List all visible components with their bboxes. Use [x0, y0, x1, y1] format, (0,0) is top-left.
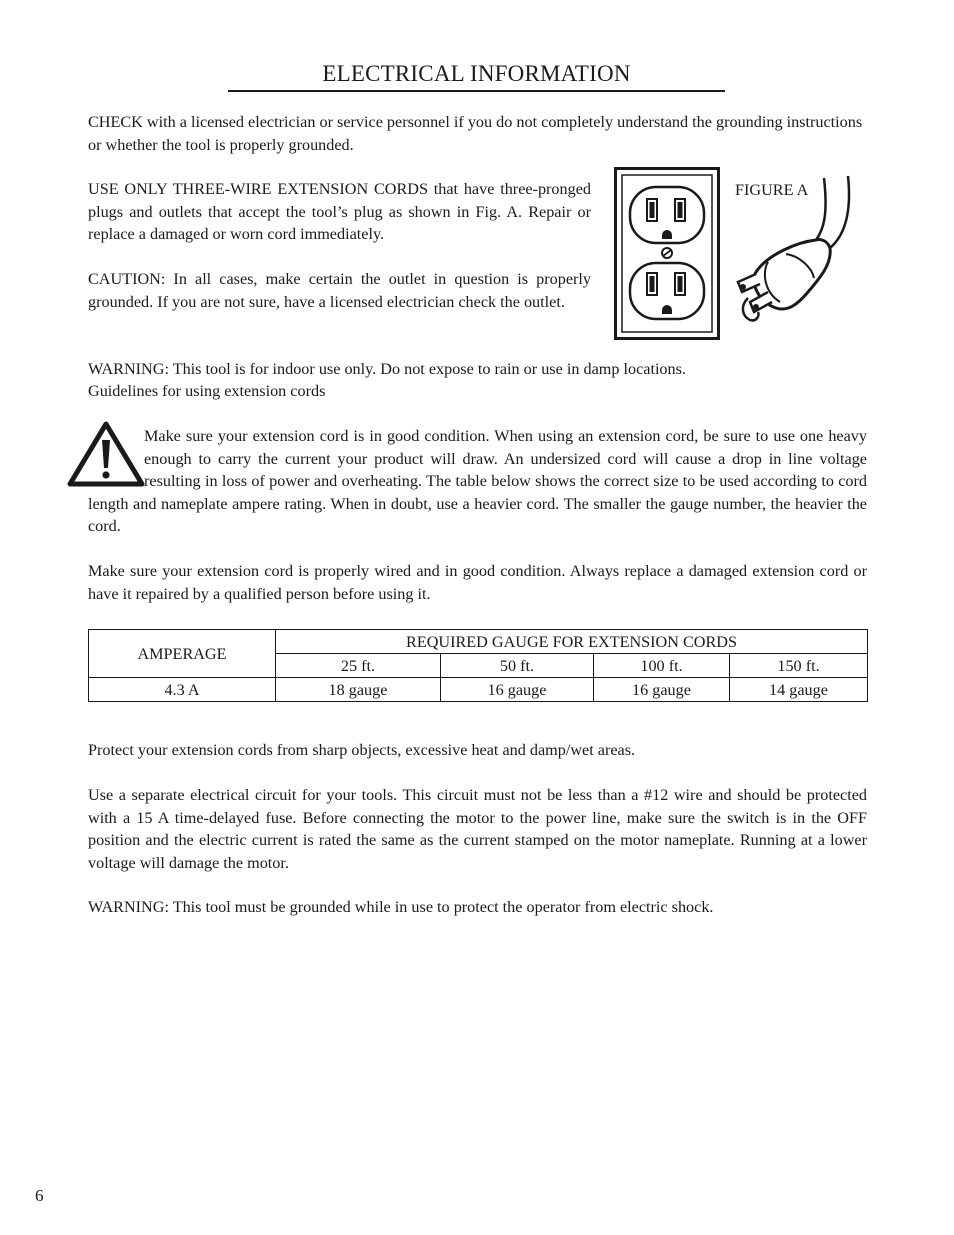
outlet-icon	[614, 167, 720, 340]
check-lead: CHECK	[88, 113, 143, 131]
protect-paragraph: Protect your extension cords from sharp objects, excessive heat and damp/wet areas.	[88, 741, 636, 759]
warning-triangle-icon	[66, 420, 146, 488]
gauge-cell: 16 gauge	[441, 678, 594, 702]
caution-paragraph	[88, 268, 591, 313]
circuit-text-a: Use a separate electrical circuit for your tools. This circuit must not be less than a #12 wire and should be protected with a 15 A time-delayed fuse. Before connecting the motor to the power line, make sure the switch is in the	[88, 786, 867, 827]
circuit-paragraph	[88, 784, 867, 874]
indoor-warning-paragraph	[88, 358, 868, 381]
cord-condition-paragraph	[88, 425, 867, 538]
warning-text: : This tool must be grounded while in use to protect the operator from electric shock.	[164, 898, 714, 916]
plug-icon	[728, 174, 858, 324]
wired-paragraph: Make sure your extension cord is properly wired and in good condition. Always replace a damaged extension cord or have it repaired by a qualified person before using it.	[88, 562, 867, 603]
caution-lead: CAUTION	[88, 270, 161, 288]
warning-lead: WARNING	[88, 898, 165, 916]
gauge-cell: 14 gauge	[730, 678, 868, 702]
off-text: OFF	[837, 808, 867, 827]
gauge-cell: 18 gauge	[276, 678, 441, 702]
caution-text: : In all cases, make certain the outlet in question is properly grounded. If you are not sure, have a licensed electrician check the outlet.	[88, 270, 591, 311]
extension-cord-paragraph	[88, 178, 591, 246]
length-cell: 50 ft.	[441, 654, 594, 678]
ground-warning-paragraph	[88, 896, 868, 919]
cord-condition-text: Make sure your extension cord is in good condition. When using an extension cord, be sure to use one heavy enough to carry the current your product will draw. An undersized cord will cause a drop in line voltage resulting in loss of power and overheating. The table below shows the correct size to be used according to cord length and nameplate ampere rating. When in doubt, use a heavier cord. The smaller the gauge number, the heavier the cord.	[88, 427, 867, 535]
use-text: that have three-pronged plugs and outlets that accept the tool’s plug as shown in Fig. A. Repair or replace a damaged or worn cord immediately.	[88, 180, 591, 243]
length-cell: 100 ft.	[594, 654, 730, 678]
page-number: 6	[35, 1186, 44, 1205]
gauge-cell: 16 gauge	[594, 678, 730, 702]
table-row	[89, 678, 868, 702]
amperage-cell: 4.3 A	[89, 678, 276, 702]
length-cell: 150 ft.	[730, 654, 868, 678]
guidelines-heading: Guidelines for using extension cords	[88, 382, 326, 400]
gauge-header: REQUIRED GAUGE FOR EXTENSION CORDS	[276, 630, 868, 654]
gauge-table	[88, 629, 868, 702]
amperage-header: AMPERAGE	[89, 630, 276, 678]
check-paragraph	[88, 111, 868, 156]
warning-text: : This tool is for indoor use only. Do not expose to rain or use in damp locations.	[164, 360, 686, 378]
length-cell: 25 ft.	[276, 654, 441, 678]
check-text: with a licensed electrician or service personnel if you do not completely understand the grounding instructions or whether the tool is properly grounded.	[88, 113, 863, 154]
warning-lead: WARNING	[88, 360, 165, 378]
use-lead: USE ONLY THREE-WIRE EXTENSION CORDS	[88, 180, 428, 198]
circuit-text-b: position and the electric current is rated the same as the current stamped on the motor nameplate. Running at a lower voltage will damage the motor.	[88, 831, 867, 872]
table-header-row	[89, 630, 868, 654]
page-title: ELECTRICAL INFORMATION	[228, 58, 725, 92]
figure-label: FIGURE A	[735, 181, 809, 199]
